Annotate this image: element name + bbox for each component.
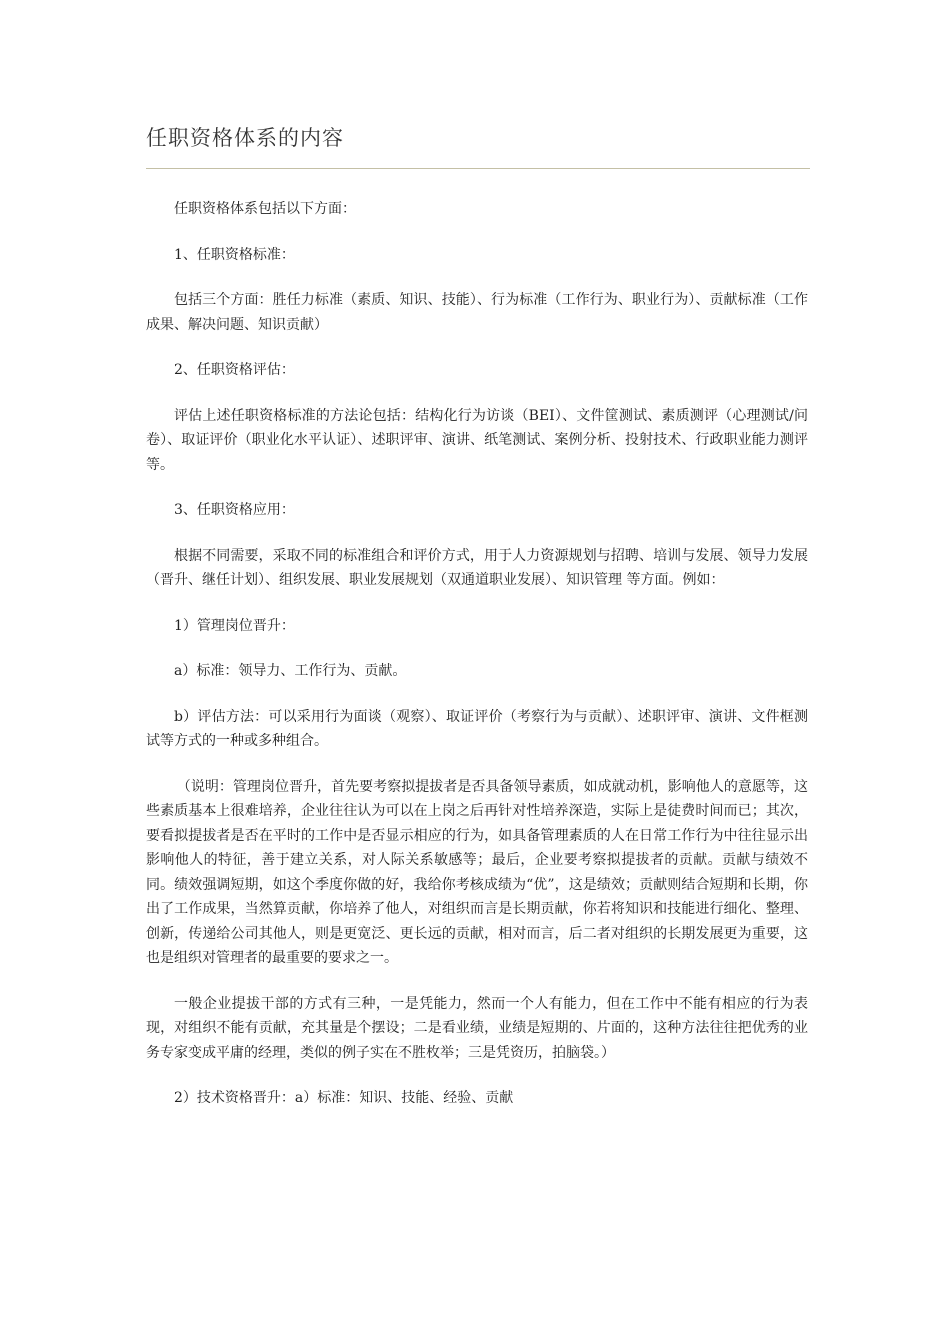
subsection-technical-promotion: 2）技术资格晋升：a）标准：知识、技能、经验、贡献 (174, 1090, 514, 1106)
explanation-paragraph: （说明：管理岗位晋升，首先要考察拟提拔者是否具备领导素质，如成就动机，影响他人的意愿等，这些素质基本上很难培养，企业往往认为可以在上岗之后再针对性培养深造，实际上是徒费时间而已；其次，要看拟提拔者是否在平时的工作中是否显示相应的行为，如具备管理素质的人在日常工作行为中往往显示出影响他人的特征，善于建立关系，对人际关系敏感等；最后，企业要考察拟提拔者的贡献。贡献与绩效不同。绩效强调短期，如这个季度你做的好，我给你考核成绩为“优”，这是绩效；贡献则结合短期和长期，你出了工作成果，当然算贡献，你培养了他人，对组织而言是长期贡献，你若将知识和技能进行细化、整理、创新，传递给公司其他人，则是更宽泛、更长远的贡献，相对而言，后二者对组织的长期发展更为重要，这也是组织对管理者的最重要的要求之一。 (146, 778, 808, 966)
assessment-paragraph: 评估上述任职资格标准的方法论包括：结构化行为访谈（BEI）、文件筐测试、素质测评（心理测试/问卷）、取证评价（职业化水平认证）、述职评审、演讲、纸笔测试、案例分析、投射技术、行政职业能力测评等。 (146, 407, 808, 473)
standards-paragraph: 包括三个方面：胜任力标准（素质、知识、技能）、行为标准（工作行为、职业行为）、贡献标准（工作成果、解决问题、知识贡献） (146, 292, 808, 333)
section-heading-standards: 1、任职资格标准： (174, 246, 295, 263)
management-standard-item: a）标准：领导力、工作行为、贡献。 (174, 663, 407, 679)
page-title: 任职资格体系的内容 (146, 126, 344, 150)
document-body (146, 197, 808, 1132)
application-paragraph: 根据不同需要，采取不同的标准组合和评价方式，用于人力资源规划与招聘、培训与发展、领导力发展（晋升、继任计划）、组织发展、职业发展规划（双通道职业发展）、知识管理 等方面。例如： (146, 547, 808, 588)
title-divider (146, 168, 810, 169)
promotion-methods-paragraph: 一般企业提拔干部的方式有三种，一是凭能力，然而一个人有能力，但在工作中不能有相应的行为表现，对组织不能有贡献，充其量是个摆设；二是看业绩，业绩是短期的、片面的，这种方法往往把优秀的业务专家变成平庸的经理，类似的例子实在不胜枚举；三是凭资历，拍脑袋。） (146, 995, 808, 1061)
intro-paragraph: 任职资格体系包括以下方面： (174, 201, 356, 217)
subsection-management-promotion: 1）管理岗位晋升： (174, 617, 295, 634)
management-method-item: b）评估方法：可以采用行为面谈（观察）、取证评价（考察行为与贡献）、述职评审、演讲、文件框测试等方式的一种或多种组合。 (146, 708, 808, 749)
section-heading-assessment: 2、任职资格评估： (174, 362, 295, 378)
section-heading-application: 3、任职资格应用： (174, 502, 295, 518)
